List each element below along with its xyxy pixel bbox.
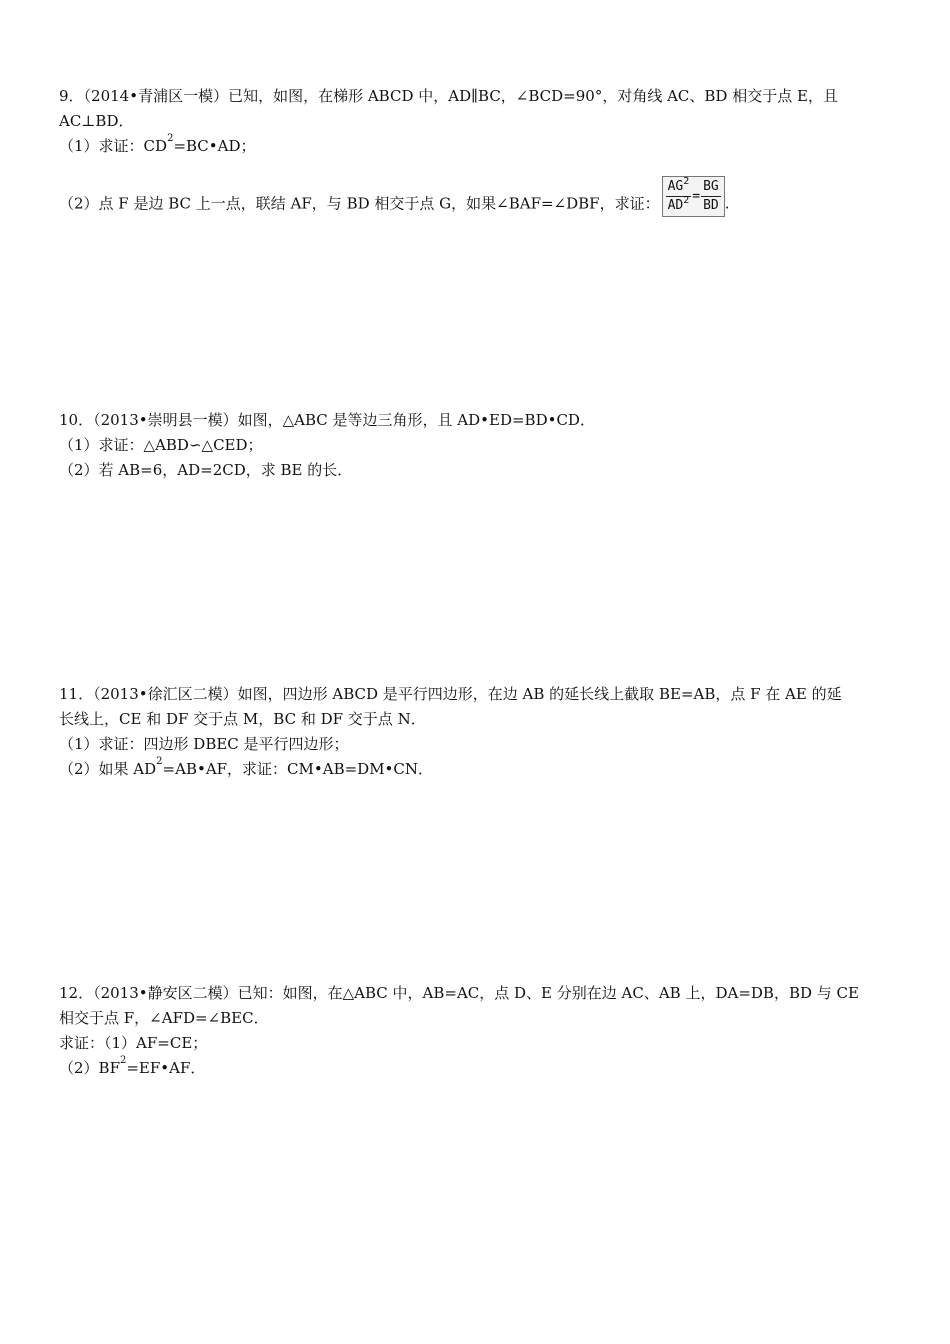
- problem-10-line-3: （2）若 AB=6，AD=2CD，求 BE 的长．: [59, 461, 353, 479]
- problem-12-line-3: 求证：（1）AF=CE；: [59, 1034, 208, 1052]
- problem-10-line-1: 10．（2013•崇明县一模）如图，△ABC 是等边三角形，且 AD•ED=BD•CD．: [59, 411, 595, 429]
- problem-9-line-2: AC⊥BD．: [59, 112, 134, 130]
- problem-12-line-2: 相交于点 F，∠AFD=∠BEC．: [59, 1009, 269, 1027]
- problem-12-line-1: 12．（2013•静安区二模）已知：如图，在△ABC 中，AB=AC，点 D、E 分别在边 AC、AB 上，DA=DB，BD 与 CE: [59, 984, 859, 1002]
- problem-11-part-2: （2）如果 $AD^2=AB•AF$，求证：CM•AB=DM•CN．: [59, 756, 434, 778]
- problem-11-line-2: 长线上，CE 和 DF 交于点 M，BC 和 DF 交于点 N．: [59, 710, 426, 728]
- problem-9-part-2: （2）点 F 是边 BC 上一点，联结 AF，与 BD 相交于点 G，如果∠BAF=∠DBF，求证： $\frac{AG^2}{AD^2}$ = $\frac{BG}{BD}$ .: [59, 184, 730, 204]
- problem-9-line-1: 9．（2014•青浦区一模）已知，如图，在梯形 ABCD 中，AD∥BC，∠BCD=90°，对角线 AC、BD 相交于点 E，且: [59, 87, 838, 105]
- problem-11-line-1: 11．（2013•徐汇区二模）如图，四边形 ABCD 是平行四边形，在边 AB 的延长线上截取 BE=AB，点 F 在 AE 的延: [59, 685, 842, 703]
- problem-10-line-2: （1）求证：△ABD∽△CED；: [59, 436, 263, 454]
- ratio-formula: $\frac{AG^2}{AD^2}$ = $\frac{BG}{BD}$: [662, 176, 725, 217]
- problem-11-line-3: （1）求证：四边形 DBEC 是平行四边形；: [59, 735, 349, 753]
- problem-9-part-1: （1）求证：$CD^2=BC•AD$；: [59, 133, 256, 155]
- problem-12-part-2: $(2)BF^2=EF•AF$．: [59, 1055, 206, 1077]
